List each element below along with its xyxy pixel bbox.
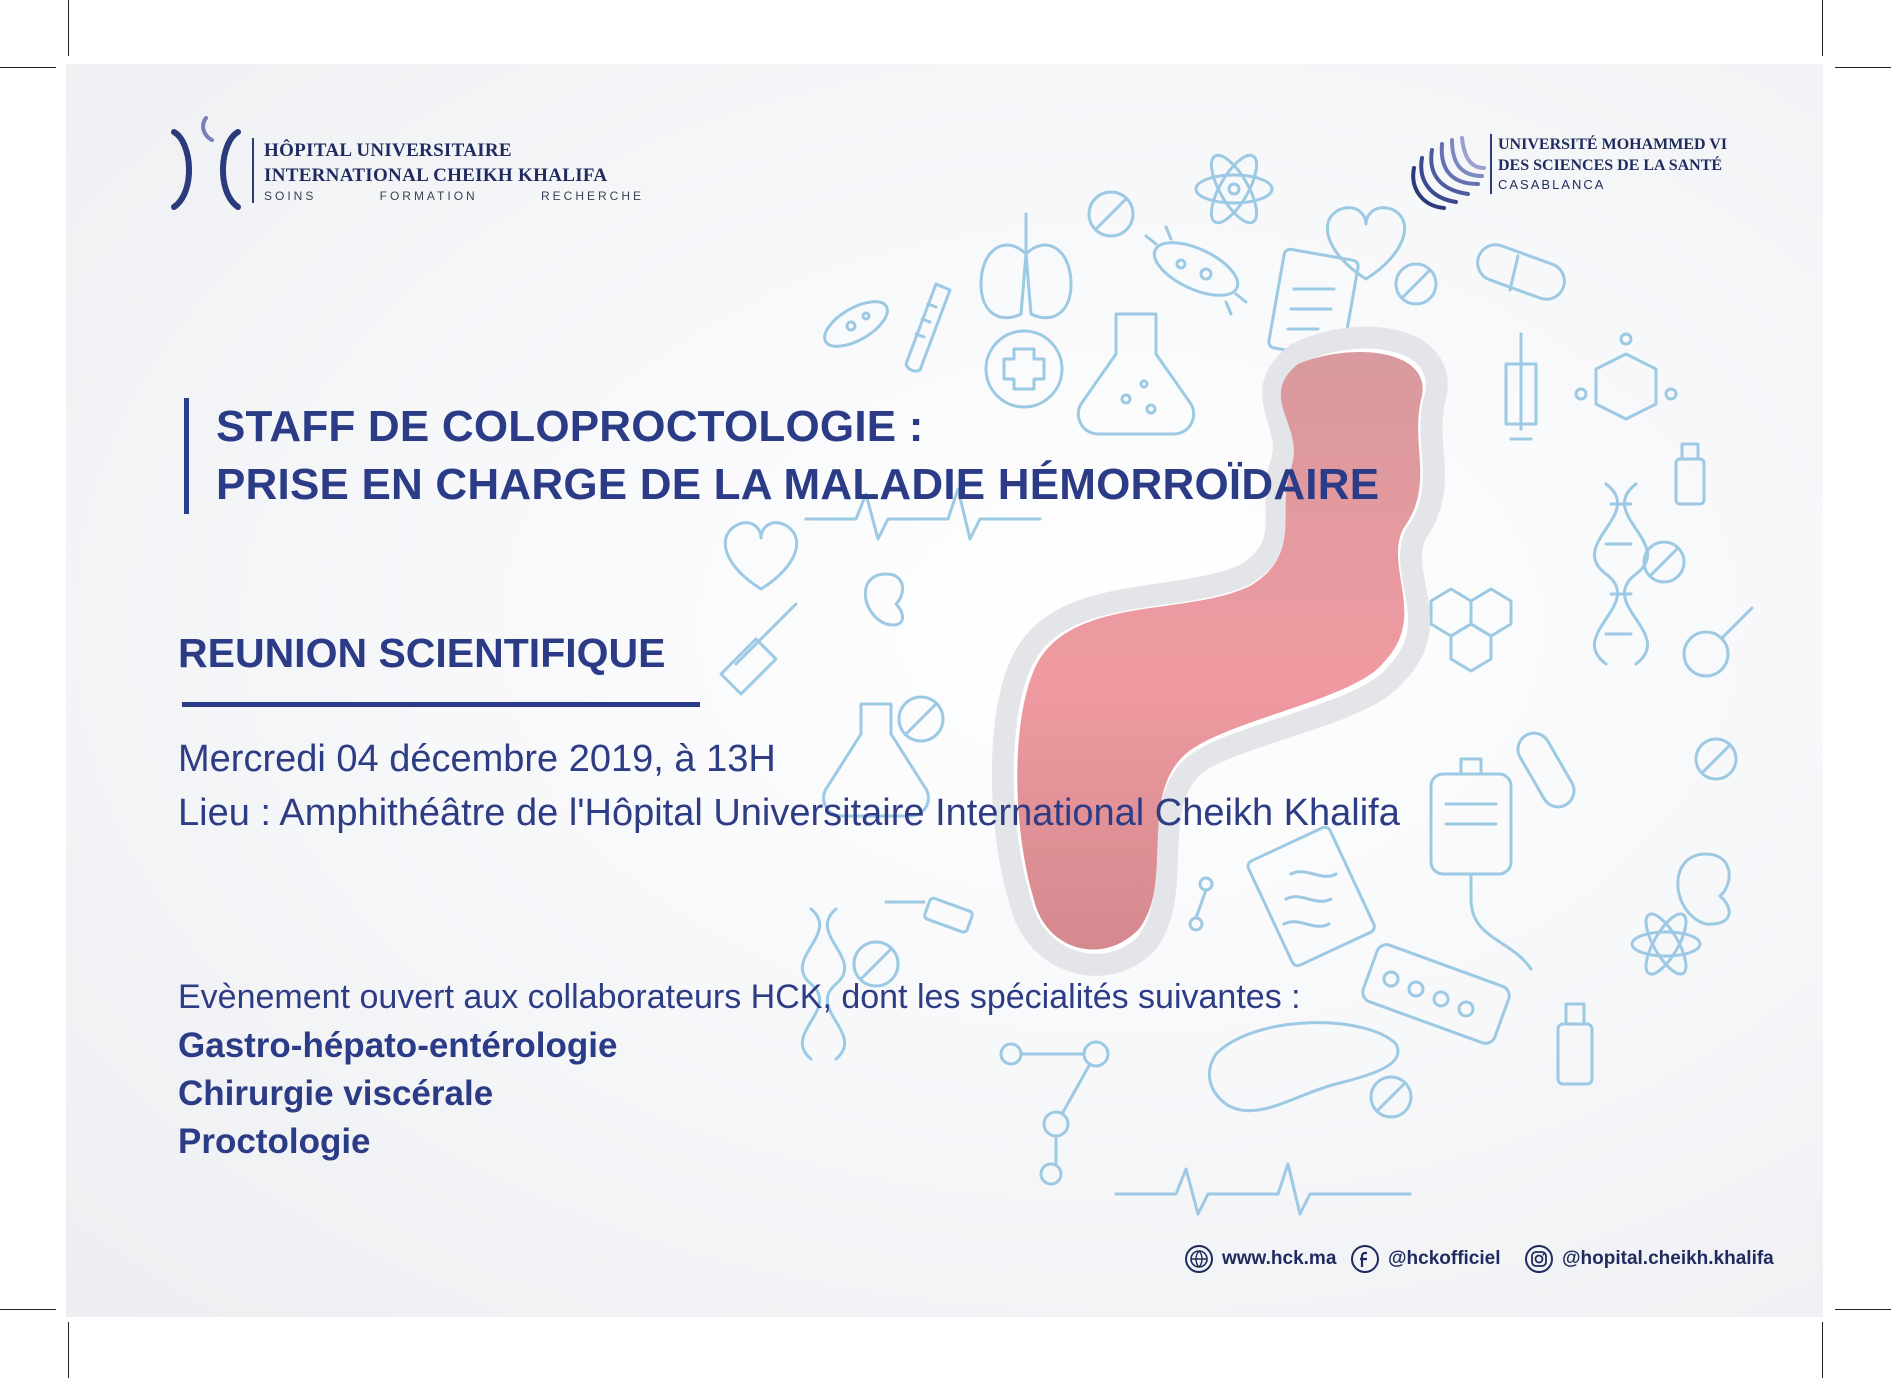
lungs-icon bbox=[981, 214, 1071, 318]
pill-icon bbox=[1644, 542, 1684, 582]
flask-icon bbox=[1684, 608, 1752, 676]
pill-icon bbox=[1089, 192, 1133, 236]
capsule-icon bbox=[1473, 240, 1570, 305]
instagram-link[interactable] bbox=[1524, 1244, 1774, 1274]
university-logo bbox=[1406, 128, 1806, 238]
hck-logo-icon bbox=[166, 114, 246, 214]
university-city: CASABLANCA bbox=[1498, 177, 1606, 192]
pill-icon bbox=[1396, 264, 1436, 304]
syringe-icon bbox=[1506, 334, 1536, 439]
pill-icon bbox=[1371, 1077, 1411, 1117]
tag-formation: FORMATION bbox=[379, 189, 478, 203]
pill-icon bbox=[899, 697, 943, 741]
vial-icon bbox=[1676, 444, 1704, 504]
crop-mark bbox=[1822, 0, 1823, 56]
specialty-item: Chirurgie viscérale bbox=[178, 1074, 494, 1113]
clipboard-icon bbox=[1246, 825, 1376, 967]
heart-icon bbox=[1327, 208, 1404, 279]
atom-icon bbox=[1632, 909, 1700, 980]
molecule-icon bbox=[1576, 334, 1676, 419]
vial-icon bbox=[1558, 1004, 1592, 1084]
hospital-logo bbox=[166, 114, 726, 234]
facebook-icon bbox=[1350, 1244, 1380, 1274]
dna-icon bbox=[1594, 484, 1647, 664]
website-link[interactable] bbox=[1184, 1244, 1336, 1274]
invitation-card bbox=[66, 64, 1823, 1317]
event-date: Mercredi 04 décembre 2019, à 13H bbox=[178, 738, 776, 780]
hospital-name-line1: HÔPITAL UNIVERSITAIRE bbox=[264, 140, 512, 161]
instagram-icon bbox=[1524, 1244, 1554, 1274]
iv-bag-icon bbox=[1431, 759, 1531, 969]
atom-icon bbox=[1196, 149, 1272, 229]
bacteria-icon bbox=[818, 293, 895, 356]
hospital-tagline bbox=[264, 189, 644, 203]
medical-cross-icon bbox=[986, 331, 1062, 407]
facebook-link[interactable] bbox=[1350, 1244, 1501, 1274]
vial-icon bbox=[886, 897, 973, 933]
blister-pack-icon bbox=[1360, 942, 1512, 1046]
event-title bbox=[184, 398, 1379, 514]
audience-intro: Evènement ouvert aux collaborateurs HCK, dont les spécialités suivantes : bbox=[178, 978, 1301, 1016]
title-line1: STAFF DE COLOPROCTOLOGIE : bbox=[216, 402, 924, 451]
hospital-name bbox=[252, 138, 644, 203]
tag-soins: SOINS bbox=[264, 189, 317, 203]
molecule-icon bbox=[1001, 1042, 1108, 1184]
molecule-icon bbox=[1190, 878, 1212, 930]
ecg-line-icon bbox=[1116, 1164, 1410, 1214]
university-logo-icon bbox=[1406, 128, 1486, 218]
facebook-text: @hckofficiel bbox=[1388, 1248, 1501, 1269]
event-location: Lieu : Amphithéâtre de l'Hôpital Universitaire International Cheikh Khalifa bbox=[178, 792, 1400, 834]
event-type-heading: REUNION SCIENTIFIQUE bbox=[178, 630, 666, 676]
crop-mark bbox=[0, 1309, 56, 1310]
title-line2: PRISE EN CHARGE DE LA MALADIE HÉMORROÏDAIRE bbox=[216, 460, 1380, 509]
heading-underline bbox=[182, 702, 700, 707]
crop-mark bbox=[0, 67, 56, 68]
crop-mark bbox=[68, 0, 69, 56]
thermometer-icon bbox=[906, 284, 950, 371]
specialty-item: Gastro-hépato-entérologie bbox=[178, 1026, 618, 1065]
crop-mark bbox=[68, 1322, 69, 1378]
specialty-item: Proctologie bbox=[178, 1122, 371, 1161]
crop-mark bbox=[1835, 67, 1891, 68]
pill-icon bbox=[1696, 739, 1736, 779]
hospital-name-line2: INTERNATIONAL CHEIKH KHALIFA bbox=[264, 165, 608, 186]
heart-icon bbox=[725, 523, 796, 589]
kidney-icon bbox=[865, 574, 902, 625]
university-name bbox=[1490, 134, 1727, 194]
tag-recherche: RECHERCHE bbox=[540, 189, 644, 203]
molecule-icon bbox=[1431, 589, 1511, 671]
capsule-icon bbox=[1512, 727, 1580, 812]
bacteria-icon bbox=[1146, 227, 1246, 314]
instagram-text: @hopital.cheikh.khalifa bbox=[1562, 1248, 1774, 1269]
website-text: www.hck.ma bbox=[1222, 1248, 1337, 1269]
kidney-icon bbox=[1678, 854, 1729, 924]
syringe-icon bbox=[721, 604, 796, 694]
crop-mark bbox=[1822, 1322, 1823, 1378]
university-name-line2: DES SCIENCES DE LA SANTÉ bbox=[1498, 157, 1723, 174]
crop-mark bbox=[1835, 1309, 1891, 1310]
globe-icon bbox=[1184, 1244, 1214, 1274]
university-name-line1: UNIVERSITÉ MOHAMMED VI bbox=[1498, 136, 1728, 153]
